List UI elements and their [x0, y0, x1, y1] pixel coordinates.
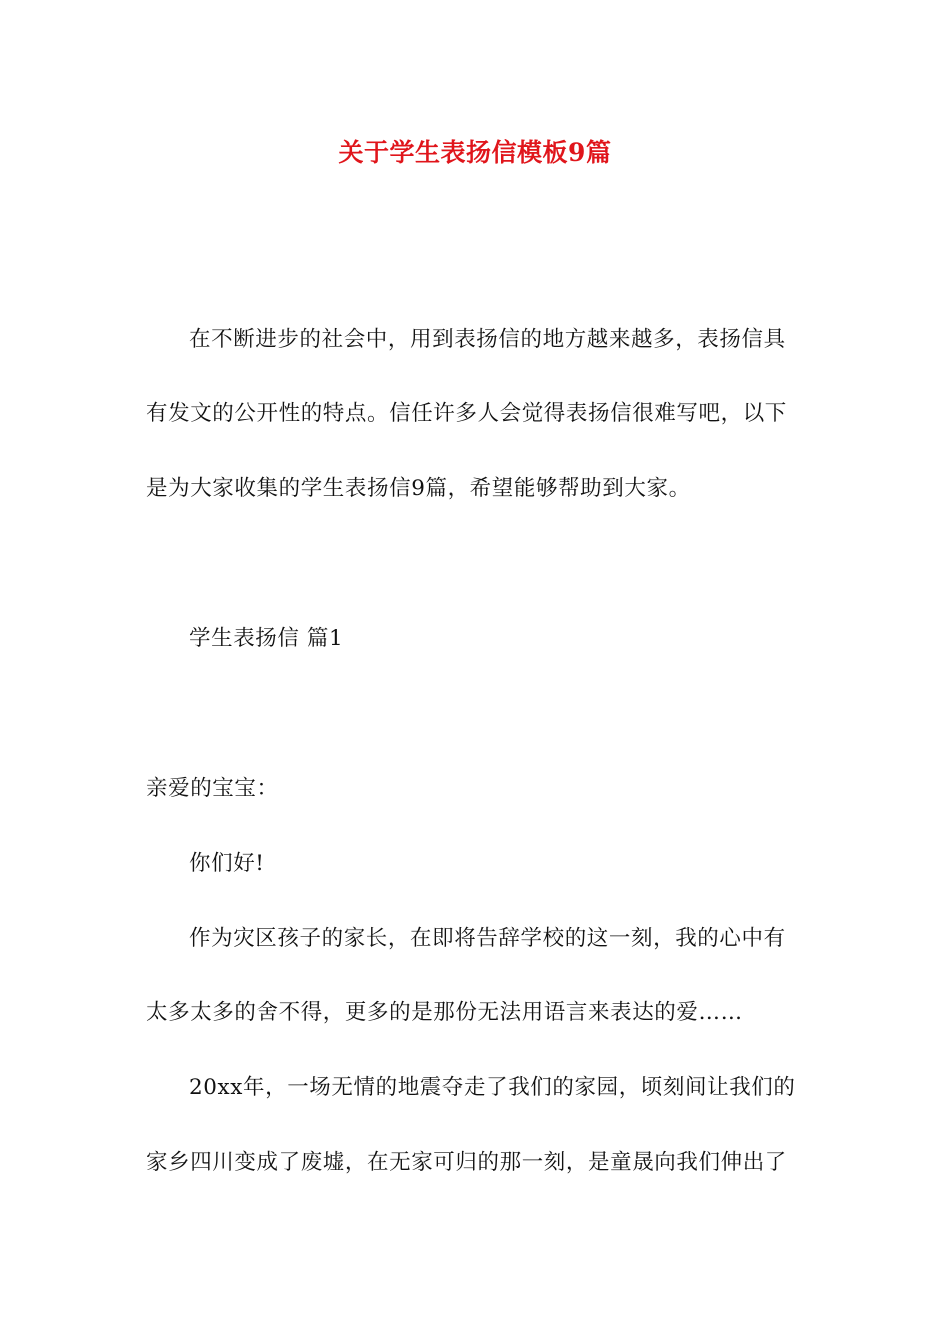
paragraph-1-line-1: 作为灾区孩子的家长，在即将告辞学校的这一刻，我的心中有 — [189, 926, 786, 951]
document-title: 关于学生表扬信模板9篇 — [338, 138, 612, 167]
intro-line-3: 是为大家收集的学生表扬信9篇，希望能够帮助到大家。 — [146, 476, 691, 501]
intro-line-2: 有发文的公开性的特点。信任许多人会觉得表扬信很难写吧，以下 — [146, 401, 787, 426]
section-heading: 学生表扬信 篇1 — [189, 626, 344, 651]
salutation: 亲爱的宝宝： — [146, 776, 279, 801]
paragraph-1-line-2: 太多太多的舍不得，更多的是那份无法用语言来表达的爱…… — [146, 1000, 743, 1025]
intro-line-1: 在不断进步的社会中，用到表扬信的地方越来越多，表扬信具 — [189, 327, 786, 352]
paragraph-2-line-2: 家乡四川变成了废墟，在无家可归的那一刻，是童晟向我们伸出了 — [146, 1150, 787, 1175]
paragraph-2-line-1: 20xx年，一场无情的地震夺走了我们的家园，顷刻间让我们的 — [189, 1075, 796, 1100]
greeting: 你们好! — [189, 851, 265, 876]
